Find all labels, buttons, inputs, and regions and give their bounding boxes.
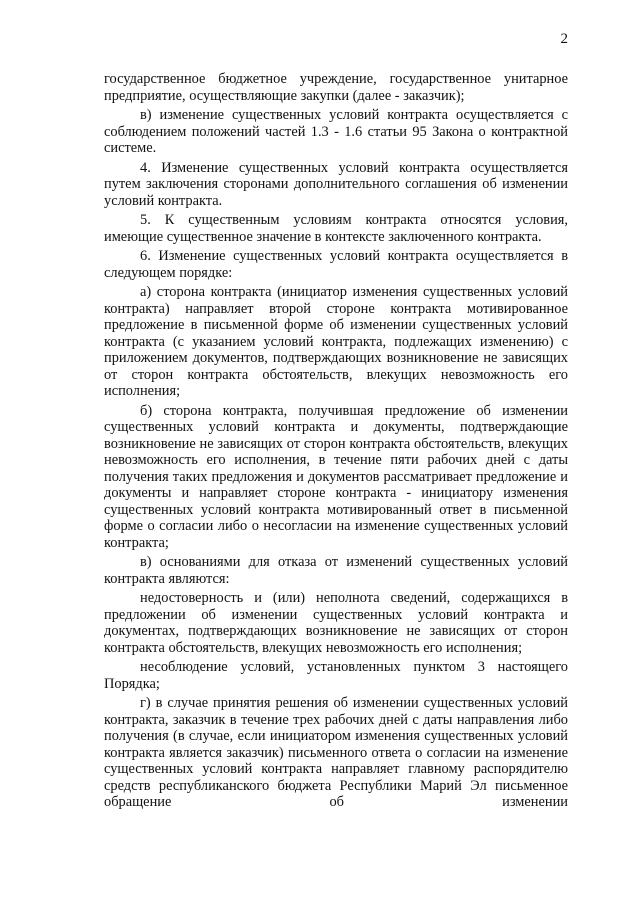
paragraph-continuation: государственное бюджетное учреждение, государственное унитарное предприятие, осуществляющие закупки (далее - заказчик); [104, 71, 568, 104]
paragraph-item-4: 4. Изменение существенных условий контракта осуществляется путем заключения сторонами дополнительного соглашения об изменении условий контракта. [104, 159, 568, 209]
paragraph-refusal-ground-2: несоблюдение условий, установленных пунктом 3 настоящего Порядка; [104, 659, 568, 692]
paragraph-clause-6b: б) сторона контракта, получившая предложение об изменении существенных условий контракта и документы, подтверждающие возникновение не зависящих от сторон контракта обстоятельств, влекущих невозможность его исполнения, в течение пяти рабочих дней с даты получения таких предложения и документов рассматривает предложение и документы и направляет стороне контракта - инициатору изменения существенных условий контракта мотивированный ответ в письменной форме о согласии либо о несогласии на изменение существенных условий контракта; [104, 402, 568, 551]
document-body [104, 71, 568, 814]
paragraph-clause-6a: а) сторона контракта (инициатор изменения существенных условий контракта) направляет второй стороне контракта мотивированное предложение в письменной форме об изменении существенных условий контракта (с указанием условий контракта, подлежащих изменению) с приложением документов, подтверждающих возникновение не зависящих от сторон контракта обстоятельств, влекущих невозможность его исполнения; [104, 284, 568, 399]
page-number: 2 [560, 31, 568, 47]
paragraph-clause-6g: г) в случае принятия решения об изменении существенных условий контракта, заказчик в течение трех рабочих дней с даты направления либо получения (в случае, если инициатором изменения существенных условий контракта является заказчик) письменного ответа о согласии на изменение существенных условий контракта направляет главному распорядителю средств республиканского бюджета Республики Марий Эл письменное обращение об изменении [104, 695, 568, 810]
paragraph-item-5: 5. К существенным условиям контракта относятся условия, имеющие существенное значение в контексте заключенного контракта. [104, 212, 568, 245]
paragraph-item-6: 6. Изменение существенных условий контракта осуществляется в следующем порядке: [104, 248, 568, 281]
paragraph-refusal-ground-1: недостоверность и (или) неполнота сведений, содержащихся в предложении об изменении существенных условий контракта и документах, подтверждающих возникновение не зависящих от сторон контракта обстоятельств, влекущих невозможность его исполнения; [104, 590, 568, 656]
paragraph-clause-6v: в) основаниями для отказа от изменений существенных условий контракта являются: [104, 554, 568, 587]
paragraph-clause-3v: в) изменение существенных условий контракта осуществляется с соблюдением положений частей 1.3 - 1.6 статьи 95 Закона о контрактной системе. [104, 107, 568, 156]
